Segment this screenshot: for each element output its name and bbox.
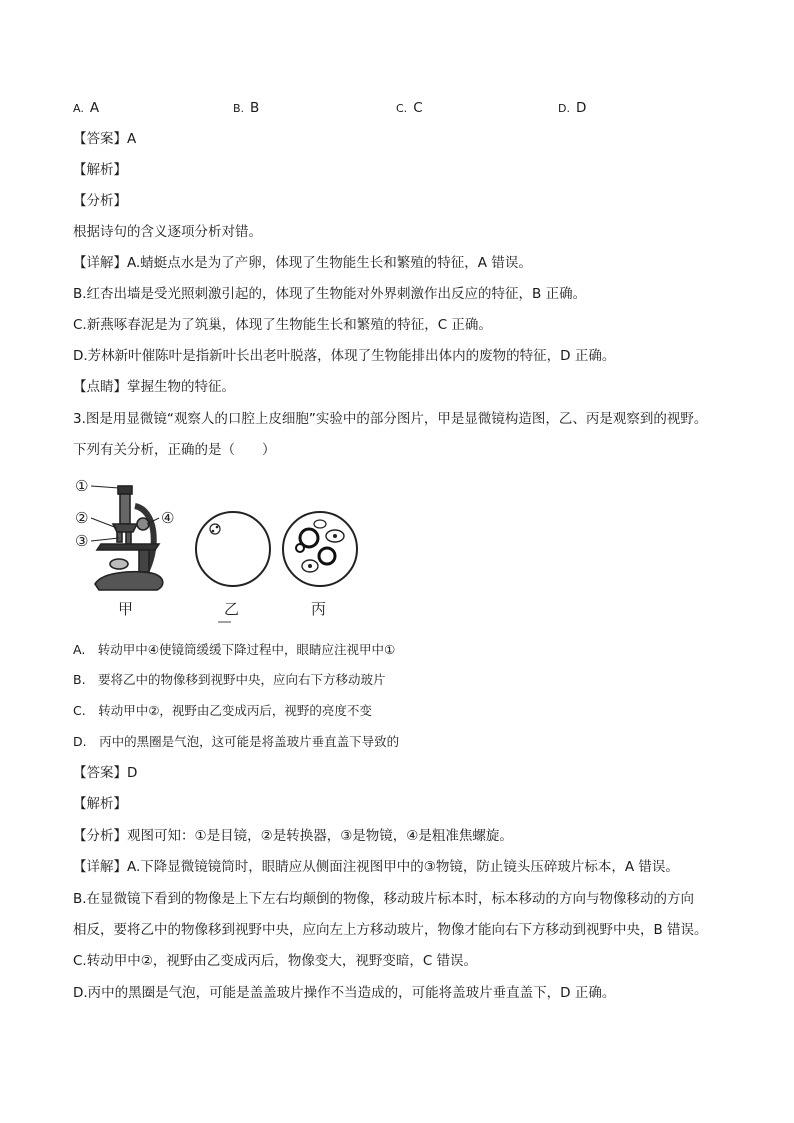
caption-yi: 乙 [224, 600, 240, 618]
q2-dianjing: 【点睛】掌握生物的特征。 [73, 379, 235, 395]
option-a-label: A. [73, 102, 84, 115]
q3-xiangjie-d: D.丙中的黑圈是气泡，可能是盖盖玻片操作不当造成的，可能将盖玻片垂直盖下，D 正确。 [73, 985, 616, 1001]
option-b-value: B [250, 100, 260, 116]
q2-xiangjie-c: C.新燕啄春泥是为了筑巢，体现了生物能生长和繁殖的特征，C 正确。 [73, 317, 492, 333]
field-of-view-bing [283, 512, 357, 586]
field-of-view-yi [196, 512, 270, 586]
option-d [558, 98, 586, 119]
figure-label-4: ④ [161, 509, 175, 527]
q3-xiangjie-c: C.转动甲中②，视野由乙变成丙后，物像变大，视野变暗，C 错误。 [73, 953, 478, 969]
figure-label-3: ③ [75, 532, 89, 550]
q2-answer: 【答案】A [73, 131, 137, 147]
q2-xiangjie-d: D.芳林新叶催陈叶是指新叶长出老叶脱落，体现了生物能排出体内的废物的特征，D 正确。 [73, 348, 616, 364]
q3-xiangjie-b-line-1: B.在显微镜下看到的物像是上下左右均颠倒的物像，移动玻片标本时，标本移动的方向与物像移动的方向 [73, 891, 695, 907]
q3-fenxi: 【分析】观图可知：①是目镜，②是转换器，③是物镜，④是粗准焦螺旋。 [73, 828, 513, 844]
microscope-figure [73, 474, 373, 626]
q3-option-c: C. 转动甲中②，视野由乙变成丙后，视野的亮度不变 [73, 703, 372, 718]
caption-bing: 丙 [311, 600, 327, 618]
figure-label-1: ① [75, 477, 89, 495]
q3-option-b: B. 要将乙中的物像移到视野中央，应向右下方移动玻片 [73, 672, 386, 687]
option-c [396, 98, 423, 119]
option-c-value: C [413, 100, 423, 116]
q3-xiangjie-b-line-2: 相反，要将乙中的物像移到视野中央，应向左上方移动玻片，物像才能向右下方移动到视野中央，B 错误。 [73, 922, 708, 938]
q3-analysis-heading: 【解析】 [73, 796, 127, 812]
microscope-figure-svg [73, 474, 373, 626]
q3-stem-line-2: 下列有关分析，正确的是（ ） [73, 442, 276, 458]
option-b [233, 98, 259, 119]
option-a [73, 98, 99, 119]
q2-xiangjie-a: 【详解】A.蜻蜓点水是为了产卵，体现了生物能生长和繁殖的特征，A 错误。 [73, 255, 532, 271]
q3-option-a: A. 转动甲中④使镜筒缓缓下降过程中，眼睛应注视甲中① [73, 642, 396, 657]
option-d-label: D. [558, 102, 570, 115]
q3-xiangjie-a: 【详解】A.下降显微镜镜筒时，眼睛应从侧面注视图甲中的③物镜，防止镜头压碎玻片标本，A 错误。 [73, 859, 679, 875]
q3-option-d: D. 丙中的黑圈是气泡，这可能是将盖玻片垂直盖下导致的 [73, 734, 400, 749]
q3-stem-line-1: 3.图是用显微镜“观察人的口腔上皮细胞”实验中的部分图片，甲是显微镜构造图，乙、丙是观察到的视野。 [73, 411, 708, 427]
option-d-value: D [575, 100, 587, 116]
option-a-value: A [89, 100, 100, 116]
option-b-label: B. [233, 102, 245, 115]
q2-fenxi-text: 根据诗句的含义逐项分析对错。 [73, 224, 262, 240]
microscope-drawing [95, 486, 163, 590]
q2-xiangjie-b: B.红杏出墙是受光照刺激引起的，体现了生物能对外界刺激作出反应的特征，B 正确。 [73, 286, 587, 302]
figure-label-2: ② [75, 509, 89, 527]
q2-fenxi-heading: 【分析】 [73, 193, 127, 209]
q2-analysis-heading: 【解析】 [73, 162, 127, 178]
caption-jia: 甲 [118, 600, 134, 618]
q3-answer: 【答案】D [73, 765, 138, 781]
option-c-label: C. [396, 102, 408, 115]
